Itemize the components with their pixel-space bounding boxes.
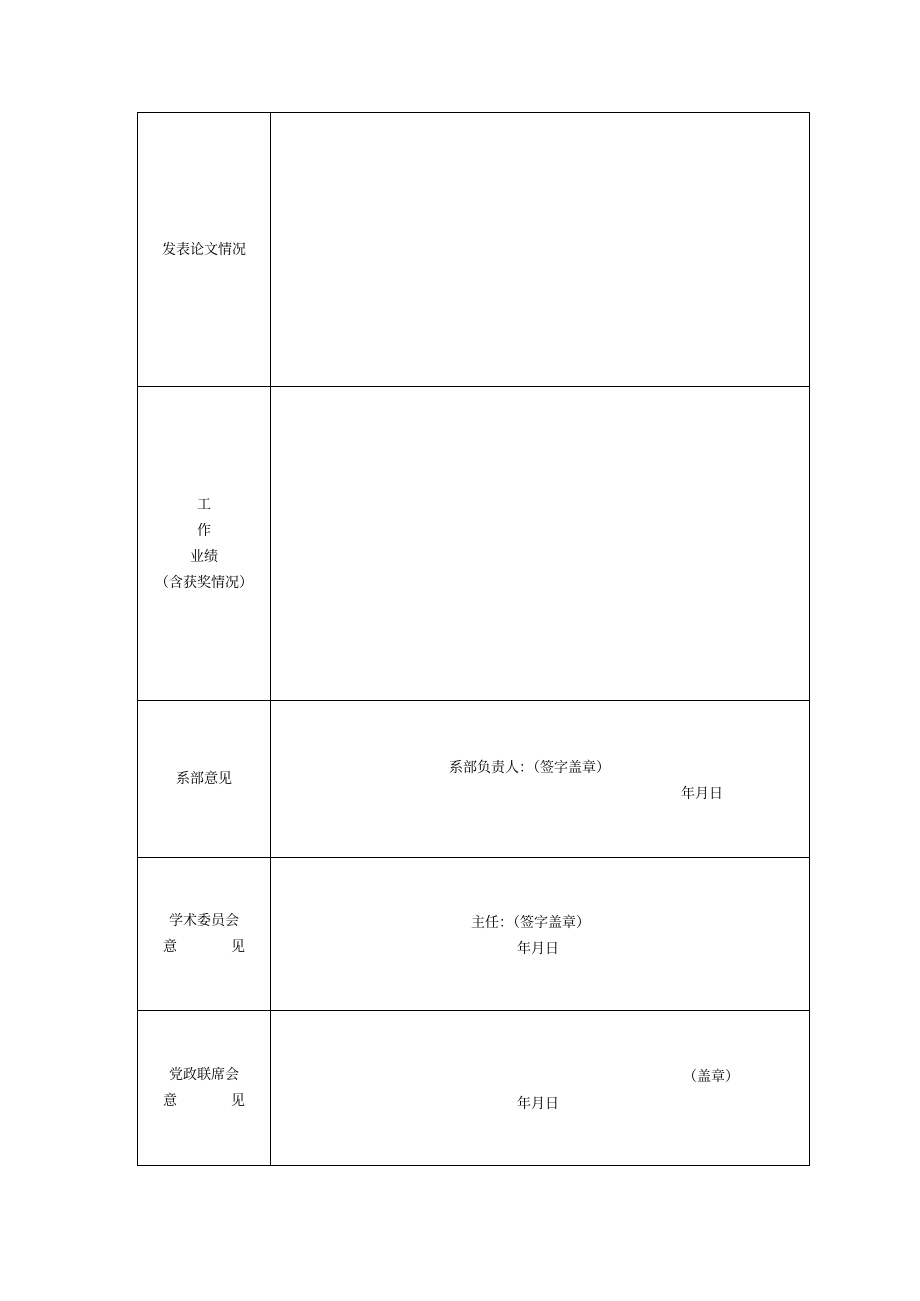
joint-meeting-date-text: 年月日 (517, 1096, 559, 1112)
joint-meeting-label-char-left: 意 (163, 1093, 177, 1109)
joint-meeting-label-cell (138, 1011, 271, 1166)
department-content-area[interactable] (271, 701, 810, 858)
achievements-label-line2: 作 (197, 522, 211, 539)
department-label-cell (138, 701, 271, 858)
achievements-label-cell (138, 387, 271, 701)
academic-committee-content-area[interactable] (271, 858, 810, 1011)
academic-committee-label-line1: 学术委员会 (169, 913, 239, 929)
joint-meeting-label-line1: 党政联席会 (169, 1067, 239, 1083)
application-form-table (137, 112, 810, 1166)
row-department (138, 701, 810, 858)
academic-committee-signature-text: 主任：（签字盖章） (471, 915, 590, 931)
department-signature-text: 系部负责人：（签字盖章） (449, 760, 610, 776)
achievements-label-line4: （含获奖情况） (155, 574, 253, 591)
row-joint-meeting (138, 1011, 810, 1166)
academic-committee-label-char-right: 见 (231, 939, 245, 955)
row-papers (138, 113, 810, 387)
academic-committee-label-line2 (163, 934, 245, 960)
row-achievements (138, 387, 810, 701)
academic-committee-label-cell (138, 858, 271, 1011)
achievements-label-line3: 业绩 (190, 548, 218, 565)
papers-label: 发表论文情况 (162, 241, 246, 258)
joint-meeting-content-area[interactable] (271, 1011, 810, 1166)
department-date-text: 年月日 (681, 786, 723, 802)
papers-label-cell (138, 113, 271, 387)
academic-committee-date-text: 年月日 (517, 941, 559, 957)
achievements-label-line1: 工 (197, 496, 211, 513)
achievements-content-area[interactable] (271, 387, 810, 701)
academic-committee-label-char-left: 意 (163, 939, 177, 955)
row-academic-committee (138, 858, 810, 1011)
papers-content-area[interactable] (271, 113, 810, 387)
joint-meeting-seal-text: （盖章） (683, 1069, 739, 1085)
joint-meeting-label-line2 (163, 1088, 245, 1114)
department-label: 系部意见 (176, 771, 232, 787)
joint-meeting-label-char-right: 见 (231, 1093, 245, 1109)
